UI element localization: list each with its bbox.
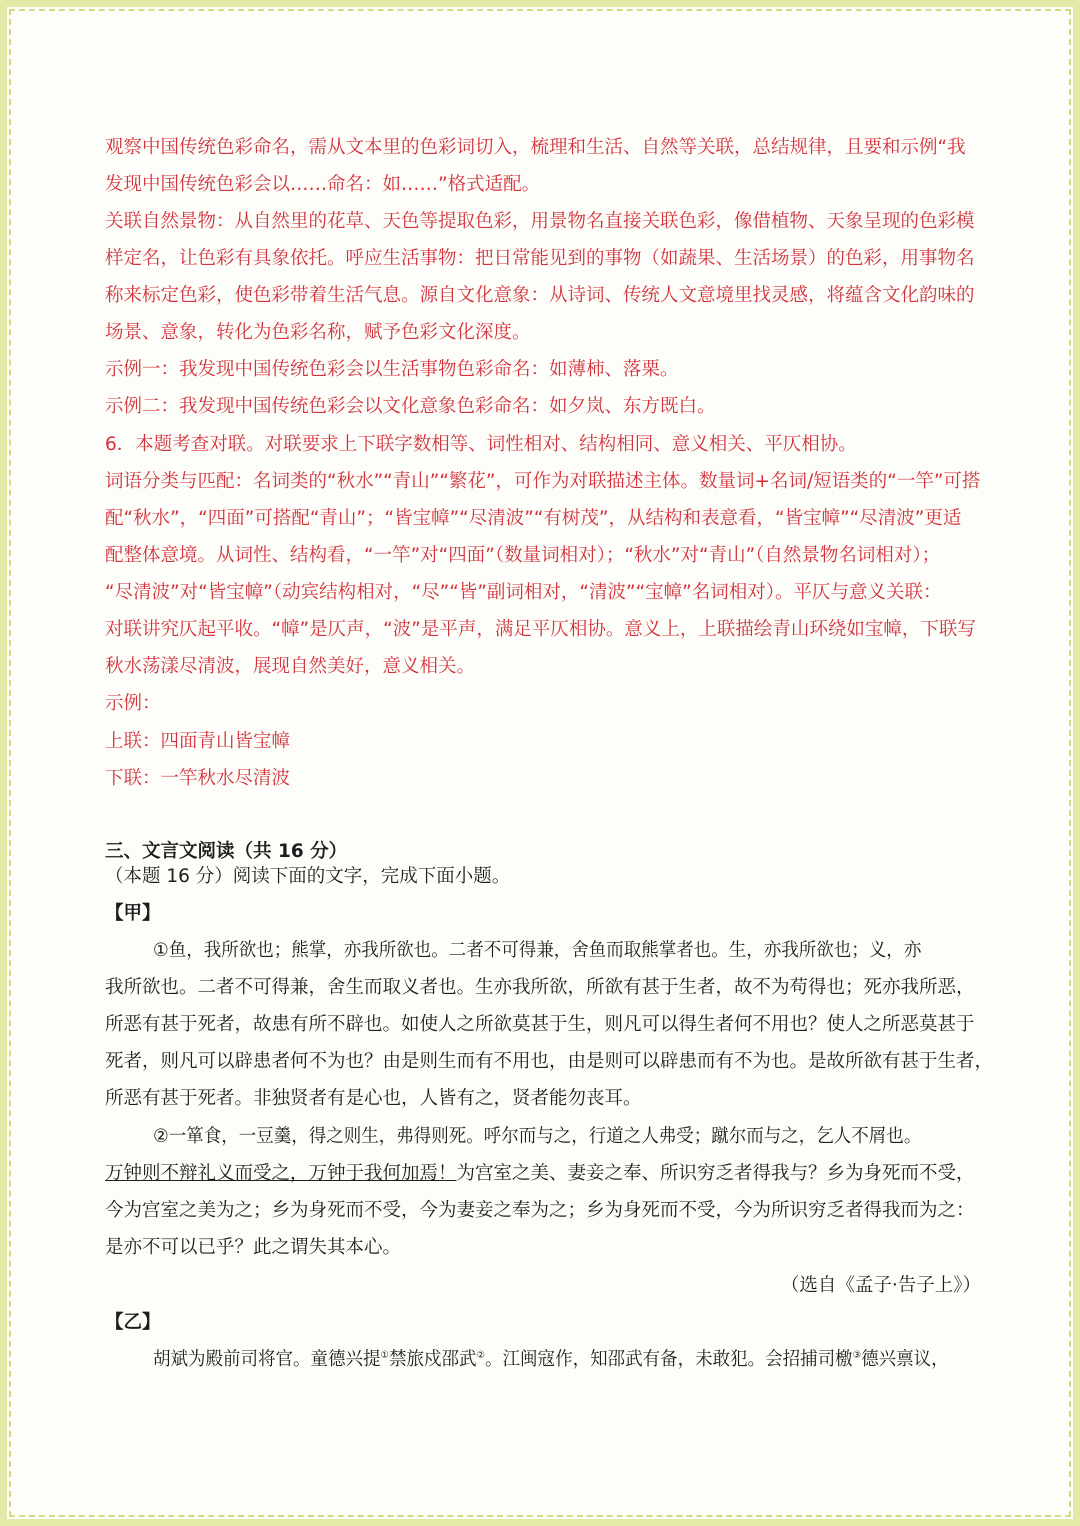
section-instruction: （本题 16 分）阅读下面的文字，完成下面小题。 — [105, 866, 511, 887]
answer-line-11: 配“秋水”，“四面”可搭配“青山”；“皆宝幛”“尽清波”“有树茂”，从结构和表意看，“皆宝幛”“尽清波”更适 — [105, 508, 962, 529]
passage-jia-label: 【甲】 — [105, 903, 161, 924]
jia-p2-line-4: 是亦不可以已乎？此之谓失其本心。 — [105, 1237, 402, 1258]
answer-line-2: 发现中国传统色彩会以……命名：如……”格式适配。 — [105, 174, 541, 195]
answer-line-3: 关联自然景物：从自然里的花草、天色等提取色彩，用景物名直接关联色彩，像借植物、天象呈现的色彩模 — [105, 211, 975, 232]
jia-p2-line-2 — [105, 1161, 995, 1187]
jia-p2-line-2-rest: 为宫室之美、妻妾之奉、所识穷乏者得我与？乡为身死而不受， — [456, 1163, 975, 1184]
jia-p1-line-1: ①鱼，我所欲也；熊掌，亦我所欲也。二者不可得兼，舍鱼而取熊掌者也。生，亦我所欲也；义，亦 — [153, 940, 922, 961]
source-citation: （选自《孟子·告子上》） — [780, 1275, 981, 1296]
answer-line-1: 观察中国传统色彩命名，需从文本里的色彩词切入，梳理和生活、自然等关联，总结规律，且要和示例“我 — [105, 137, 966, 158]
jia-p2-line-1: ②一箪食，一豆羹，得之则生，弗得则死。呼尔而与之，行道之人弗受；蹴尔而与之，乞人不屑也。 — [153, 1126, 922, 1147]
jia-p1-line-3: 所恶有甚于死者，故患有所不辟也。如使人之所欲莫甚于生，则凡可以得生者何不用也？使人之所恶莫甚于 — [105, 1014, 975, 1035]
question-6-heading: 6．本题考查对联。对联要求上下联字数相等、词性相对、结构相同、意义相关、平仄相协。 — [105, 434, 857, 455]
answer-line-15: 秋水荡漾尽清波，展现自然美好，意义相关。 — [105, 656, 476, 677]
answer-line-14: 对联讲究仄起平收。“幛”是仄声，“波”是平声，满足平仄相协。意义上，上联描绘青山环绕如宝幛，下联写 — [105, 619, 976, 640]
lower-couplet: 下联：一竿秋水尽清波 — [105, 768, 291, 789]
jia-p2-line-3: 今为宫室之美为之；乡为身死而不受，今为妻妾之奉为之；乡为身死而不受，今为所识穷乏者得我而为之： — [105, 1200, 975, 1221]
underlined-sentence: 万钟则不辩礼义而受之，万钟于我何加焉！ — [105, 1163, 457, 1184]
answer-line-5: 称来标定色彩，使色彩带着生活气息。源自文化意象：从诗词、传统人文意境里找灵感，将蕴含文化韵味的 — [105, 285, 975, 306]
footnote-marker-1: ① — [380, 1349, 390, 1361]
section-title: 三、文言文阅读（共 16 分） — [105, 841, 348, 862]
footnote-marker-3: ③ — [852, 1349, 862, 1361]
yi-line-1 — [153, 1347, 995, 1373]
jia-p1-line-5: 所恶有甚于死者。非独贤者有是心也，人皆有之，贤者能勿丧耳。 — [105, 1088, 642, 1109]
yi-seg-1: 胡斌为殿前司将官。童德兴提 — [153, 1349, 381, 1370]
example-two: 示例二：我发现中国传统色彩会以文化意象色彩命名：如夕岚、东方既白。 — [105, 396, 716, 417]
yi-seg-4: 德兴禀议， — [861, 1349, 949, 1370]
example-label: 示例： — [105, 693, 161, 714]
jia-p1-line-4: 死者，则凡可以辟患者何不为也？由是则生而有不用也，由是则可以辟患而有不为也。是故所欲有甚于生者， — [105, 1051, 994, 1072]
example-one: 示例一：我发现中国传统色彩会以生活事物色彩命名：如薄柿、落栗。 — [105, 359, 679, 380]
answer-line-13: “尽清波”对“皆宝幛”（动宾结构相对，“尽”“皆”副词相对，“清波”“宝幛”名词相对）。平仄与意义关联： — [105, 582, 942, 603]
answer-line-10: 词语分类与匹配：名词类的“秋水”“青山”“繁花”，可作为对联描述主体。数量词+名词/短语类的“一竿”可搭 — [105, 471, 981, 492]
passage-yi-label: 【乙】 — [105, 1312, 161, 1333]
answer-line-6: 场景、意象，转化为色彩名称，赋予色彩文化深度。 — [105, 322, 531, 343]
answer-line-12: 配整体意境。从词性、结构看，“一竿”对“四面”（数量词相对）；“秋水”对“青山”（自然景物名词相对）； — [105, 545, 941, 566]
jia-p1-line-2: 我所欲也。二者不可得兼，舍生而取义者也。生亦我所欲，所欲有甚于生者，故不为苟得也；死亦我所恶， — [105, 977, 975, 998]
answer-line-4: 样定名，让色彩有具象依托。呼应生活事物：把日常能见到的事物（如蔬果、生活场景）的色彩，用事物名 — [105, 248, 975, 269]
yi-seg-3: 。江闽寇作，知邵武有备，未敢犯。会招捕司檄 — [485, 1349, 853, 1370]
footnote-marker-2: ② — [476, 1349, 486, 1361]
upper-couplet: 上联：四面青山皆宝幛 — [105, 731, 291, 752]
yi-seg-2: 禁旅戍邵武 — [389, 1349, 477, 1370]
